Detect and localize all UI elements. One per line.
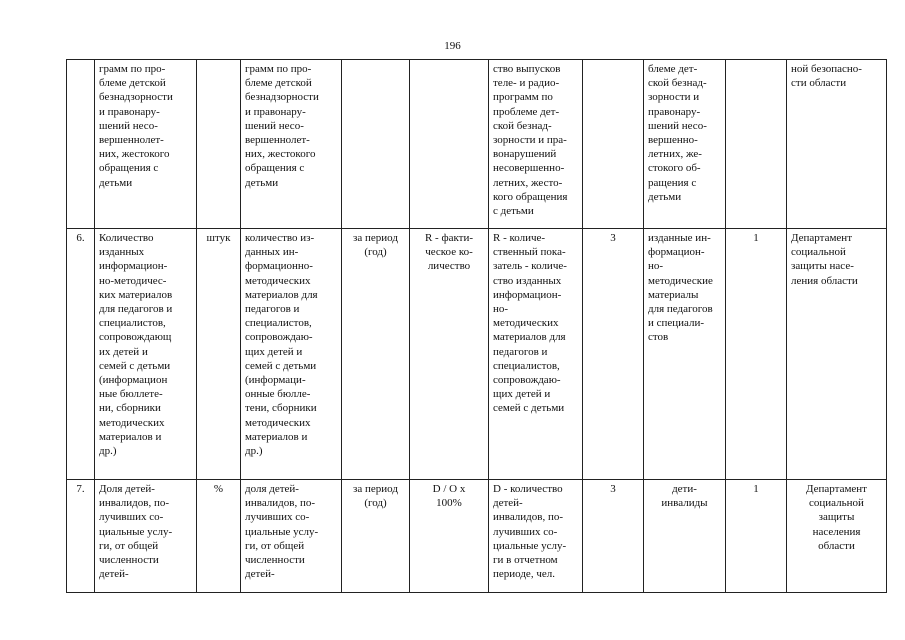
cell-text-line: (год) [364, 497, 387, 510]
cell-text-line: сти области [791, 77, 847, 90]
cell-text-line: информацион- [493, 288, 562, 301]
cell-data-source [644, 229, 726, 480]
cell-text-line: их детей и [99, 345, 148, 358]
cell-text-line: стокого об- [648, 162, 701, 175]
cell-text-line: для педагогов [648, 303, 713, 316]
cell-method-code [583, 229, 644, 480]
cell-text-line: сопровождаю- [245, 331, 313, 344]
cell-text-line: количество из- [245, 232, 315, 244]
cell-period [342, 229, 410, 480]
cell-text-line: материалов для [493, 331, 566, 344]
cell-unit [197, 229, 241, 480]
cell-text-line: формацион- [648, 246, 705, 259]
cell-text-line: них, жестокого [245, 148, 316, 161]
cell-text-line: населения [812, 525, 861, 538]
cell-text-line: методических [493, 317, 559, 330]
cell-text-line: щих детей и [245, 345, 303, 358]
cell-text-line: (информаци- [245, 374, 306, 387]
cell-text-line: Департамент [791, 232, 853, 244]
cell-text-line: информацион- [99, 260, 168, 273]
cell-text-line: 100% [436, 497, 462, 510]
cell-text-line: правонару- [648, 105, 701, 118]
cell-text-line: специалистов, [245, 317, 312, 330]
cell-text-line: Количество [99, 232, 154, 244]
cell-level-code [726, 480, 787, 593]
cell-text-line: инвалидов, по- [245, 497, 316, 510]
cell-text-line: материалов и [245, 430, 308, 443]
cell-text-line: блеме дет- [648, 63, 698, 75]
cell-text-line: сопровождаю- [493, 374, 561, 387]
cell-text-line: 1 [753, 483, 759, 495]
cell-indicator-name [95, 480, 197, 593]
cell-text-line: ни, сборники [99, 402, 161, 415]
cell-text-line: ственный пока- [493, 246, 566, 259]
table-row [67, 480, 887, 593]
cell-definition [241, 60, 342, 229]
cell-text-line: шений несо- [648, 119, 707, 132]
cell-text-line: детьми [648, 190, 682, 203]
cell-text-line: методических [245, 416, 311, 429]
cell-definition [241, 229, 342, 480]
cell-text-line: зорности и [648, 91, 700, 104]
cell-text-line: материалов и [99, 430, 162, 443]
cell-text-line: ги, от общей [99, 539, 159, 552]
cell-text-line: онные бюлле- [245, 388, 311, 401]
cell-variables [489, 480, 583, 593]
cell-text-line: 6. [76, 232, 85, 244]
cell-text-line: щих детей и [493, 388, 551, 401]
cell-text-line: шений несо- [245, 119, 304, 132]
cell-text-line: защиты насе- [791, 260, 854, 273]
cell-formula [410, 60, 489, 229]
cell-text-line: численности [245, 554, 305, 567]
cell-text-line: ких материалов [99, 288, 173, 301]
cell-text-line: ской безнад- [648, 77, 707, 90]
cell-number [67, 480, 95, 593]
cell-text-line: ство изданных [493, 274, 562, 287]
cell-text-line: методических [99, 416, 165, 429]
cell-text-line: шений несо- [99, 119, 158, 132]
cell-data-source [644, 60, 726, 229]
cell-text-line: лучивших со- [99, 511, 164, 524]
cell-text-line: за период [353, 232, 398, 244]
cell-text-line: лучивших со- [493, 525, 558, 538]
cell-text-line: ные бюллете- [99, 388, 163, 401]
cell-text-line: специалистов, [99, 317, 166, 330]
cell-text-line: 3 [610, 483, 616, 495]
cell-text-line: R - количе- [493, 232, 546, 244]
cell-text-line: материалы [648, 288, 699, 301]
cell-text-line: затель - количе- [493, 260, 567, 273]
cell-text-line: обращения с [245, 162, 305, 175]
cell-text-line: вершенно- [648, 134, 698, 147]
cell-text-line: детей- [493, 497, 523, 510]
cell-responsible [787, 60, 887, 229]
cell-text-line: доля детей- [245, 483, 299, 495]
cell-text-line: безнадзорности [245, 91, 319, 104]
cell-text-line: детьми [245, 176, 279, 189]
cell-text-line: социальной [809, 497, 864, 510]
cell-text-line: с детьми [493, 205, 534, 218]
cell-text-line: блеме детской [99, 77, 166, 90]
cell-number [67, 229, 95, 480]
table-row [67, 60, 887, 229]
cell-text-line: семей с детьми [493, 402, 565, 415]
cell-text-line: социальной [791, 246, 846, 259]
cell-text-line: программ по [493, 91, 553, 104]
cell-text-line: них, жестокого [99, 148, 170, 161]
cell-period [342, 480, 410, 593]
cell-text-line: инвалиды [661, 497, 708, 510]
cell-text-line: и правонару- [99, 105, 160, 118]
cell-text-line: грамм по про- [245, 63, 312, 75]
cell-text-line: Департамент [805, 483, 867, 495]
cell-text-line: формационно- [245, 260, 313, 273]
cell-text-line: специалистов, [493, 359, 560, 372]
cell-text-line: ращения с [648, 176, 697, 189]
cell-text-line: изданные ин- [648, 232, 711, 244]
cell-text-line: но- [493, 303, 509, 316]
cell-text-line: и специали- [648, 317, 705, 330]
cell-text-line: грамм по про- [99, 63, 166, 75]
cell-text-line: циальные услу- [245, 525, 319, 538]
cell-text-line: летних, жесто- [493, 176, 563, 189]
cell-text-line: стов [648, 331, 669, 344]
cell-formula [410, 480, 489, 593]
cell-indicator-name [95, 60, 197, 229]
cell-text-line: ги в отчетном [493, 554, 558, 567]
cell-text-line: обращения с [99, 162, 159, 175]
cell-text-line: сопровождающ [99, 331, 172, 344]
cell-text-line: проблеме дет- [493, 105, 560, 118]
cell-text-line: ги, от общей [245, 539, 305, 552]
cell-text-line: детей- [245, 568, 275, 581]
cell-definition [241, 480, 342, 593]
cell-method-code [583, 480, 644, 593]
cell-period [342, 60, 410, 229]
cell-text-line: за период [353, 483, 398, 495]
cell-text-line: др.) [99, 445, 117, 458]
cell-indicator-name [95, 229, 197, 480]
cell-text-line: инвалидов, по- [493, 511, 564, 524]
cell-text-line: личество [427, 260, 471, 273]
cell-text-line: вершеннолет- [245, 134, 310, 147]
cell-text-line: ство выпусков [493, 63, 561, 75]
cell-text-line: лучивших со- [245, 511, 310, 524]
cell-text-line: педагогов и [245, 303, 300, 316]
cell-text-line: методические [648, 274, 713, 287]
cell-text-line: (год) [364, 246, 387, 259]
cell-text-line: несовершенно- [493, 162, 565, 175]
cell-responsible [787, 480, 887, 593]
cell-text-line: ческое ко- [425, 246, 473, 259]
cell-responsible [787, 229, 887, 480]
cell-text-line: изданных [99, 246, 145, 259]
cell-text-line: методических [245, 274, 311, 287]
cell-text-line: D - количество [493, 483, 563, 495]
cell-method-code [583, 60, 644, 229]
cell-unit [197, 480, 241, 593]
cell-variables [489, 229, 583, 480]
cell-text-line: ской безнад- [493, 119, 552, 132]
cell-text-line: вершеннолет- [99, 134, 164, 147]
cell-text-line: блеме детской [245, 77, 312, 90]
table-body [67, 60, 887, 593]
cell-level-code [726, 60, 787, 229]
cell-text-line: детей- [99, 568, 129, 581]
cell-formula [410, 229, 489, 480]
table-row [67, 229, 887, 480]
cell-text-line: детьми [99, 176, 133, 189]
cell-text-line: дети- [672, 483, 697, 495]
cell-text-line: теле- и радио- [493, 77, 560, 90]
cell-text-line: ной безопасно- [791, 63, 862, 75]
cell-level-code [726, 229, 787, 480]
cell-text-line: Доля детей- [99, 483, 155, 495]
cell-text-line: но- [648, 260, 664, 273]
cell-text-line: R - факти- [424, 232, 474, 244]
cell-text-line: данных ин- [245, 246, 299, 259]
cell-text-line: и правонару- [245, 105, 306, 118]
cell-text-line: летних, же- [648, 148, 702, 161]
indicators-table [66, 59, 887, 593]
cell-text-line: (информацион [99, 374, 168, 387]
cell-variables [489, 60, 583, 229]
cell-text-line: периоде, чел. [493, 568, 555, 581]
cell-text-line: ления области [791, 274, 858, 287]
cell-text-line: циальные услу- [493, 539, 567, 552]
cell-text-line: семей с детьми [245, 359, 317, 372]
cell-text-line: 3 [610, 232, 616, 244]
cell-text-line: штук [206, 232, 231, 244]
cell-data-source [644, 480, 726, 593]
cell-text-line: 1 [753, 232, 759, 244]
cell-text-line: семей с детьми [99, 359, 171, 372]
cell-text-line: безнадзорности [99, 91, 173, 104]
cell-text-line: 7. [76, 483, 85, 495]
cell-text-line: % [213, 483, 224, 495]
cell-text-line: тени, сборники [245, 402, 317, 415]
cell-number [67, 60, 95, 229]
cell-text-line: для педагогов и [99, 303, 173, 316]
cell-text-line: защиты [818, 511, 855, 524]
cell-text-line: инвалидов, по- [99, 497, 170, 510]
cell-text-line: педагогов и [493, 345, 548, 358]
cell-text-line: области [818, 539, 855, 552]
cell-text-line: циальные услу- [99, 525, 173, 538]
cell-text-line: материалов для [245, 288, 318, 301]
cell-text-line: но-методичес- [99, 274, 167, 287]
cell-unit [197, 60, 241, 229]
cell-text-line: кого обращения [493, 190, 568, 203]
cell-text-line: др.) [245, 445, 263, 458]
cell-text-line: вонарушений [493, 148, 557, 161]
cell-text-line: D / O x [432, 483, 466, 495]
cell-text-line: численности [99, 554, 159, 567]
page-number: 196 [444, 40, 461, 52]
cell-text-line: зорности и пра- [493, 134, 567, 147]
